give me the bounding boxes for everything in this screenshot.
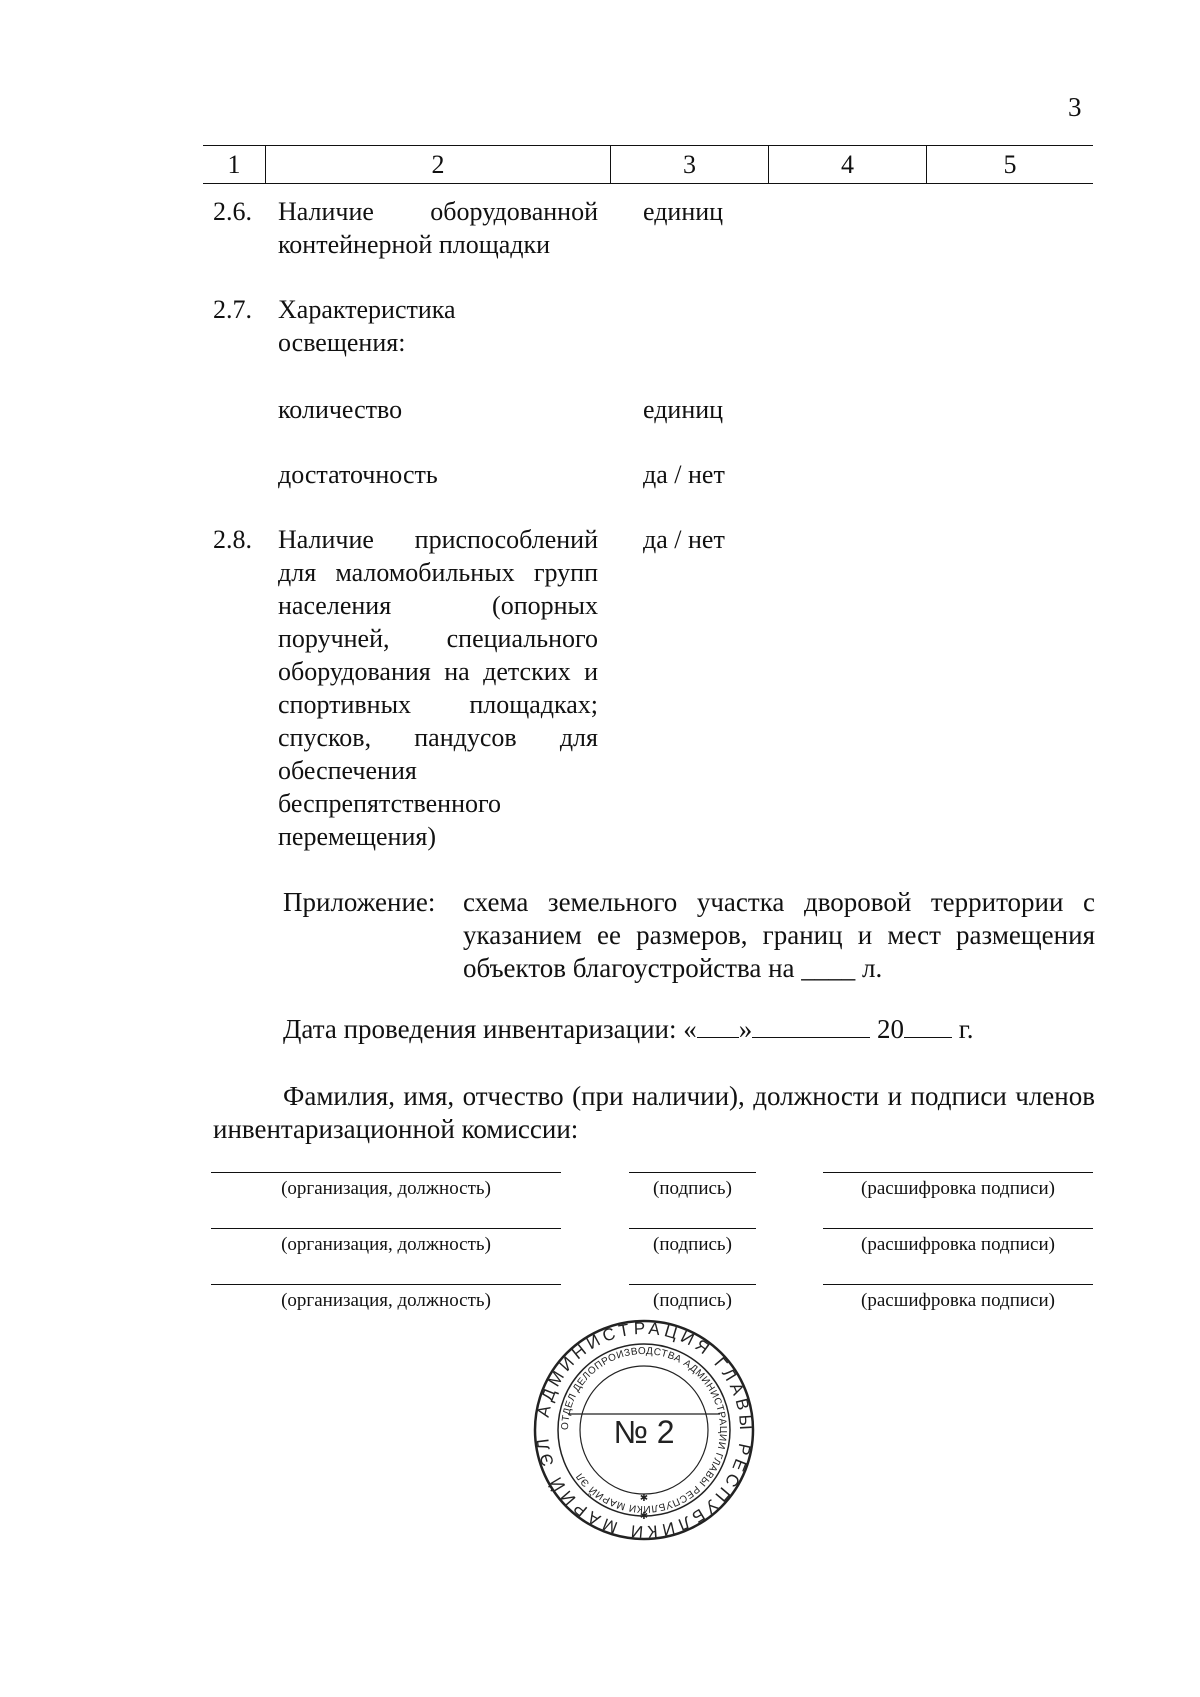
date-month-blank <box>752 1015 870 1038</box>
date-mid: » <box>738 1014 753 1044</box>
row-description: Характеристика освещения: <box>278 295 456 357</box>
signature-row <box>0 1228 1200 1278</box>
header-col-2: 2 <box>265 146 610 183</box>
org-caption: (организация, должность) <box>281 1290 491 1311</box>
official-stamp <box>532 1318 756 1542</box>
stamp-inner-text: ОТДЕЛ ДЕЛОПРОИЗВОДСТВА АДМИНИСТРАЦИИ ГЛАВЫ РЕСПУБЛИКИ МАРИЙ ЭЛ <box>559 1345 729 1515</box>
table-header <box>203 145 1093 184</box>
sign-line <box>629 1228 756 1229</box>
row-description: достаточность <box>278 460 438 489</box>
row-unit: да / нет <box>643 525 725 554</box>
row-number: 2.8. <box>213 525 252 554</box>
sign-caption: (подпись) <box>653 1290 732 1311</box>
row-description: Наличие оборудованной контейнерной площадки <box>278 197 598 259</box>
inventory-date <box>283 1014 974 1045</box>
org-caption: (организация, должность) <box>281 1234 491 1255</box>
appendix-label: Приложение: <box>283 887 436 917</box>
org-line <box>211 1172 561 1173</box>
decode-line <box>823 1284 1093 1285</box>
stamp-star-icon: ✱ <box>639 1493 649 1504</box>
date-label: Дата проведения инвентаризации: « <box>283 1014 697 1044</box>
org-line <box>211 1228 561 1229</box>
row-unit: единиц <box>643 197 724 226</box>
header-col-3: 3 <box>610 146 768 183</box>
header-col-5: 5 <box>926 146 1093 183</box>
row-number: 2.6. <box>213 197 252 226</box>
org-line <box>211 1284 561 1285</box>
stamp-outer-text: АДМИНИСТРАЦИЯ ГЛАВЫ РЕСПУБЛИКИ МАРИЙ ЭЛ <box>532 1318 756 1542</box>
decode-line <box>823 1228 1093 1229</box>
commission-text: Фамилия, имя, отчество (при наличии), должности и подписи членов инвентаризационной комиссии: <box>213 1081 1095 1144</box>
page-number: 3 <box>1068 92 1082 122</box>
decode-line <box>823 1172 1093 1173</box>
sign-line <box>629 1172 756 1173</box>
row-unit: да / нет <box>643 460 725 489</box>
date-day-blank <box>697 1015 739 1038</box>
appendix-text: схема земельного участка дворовой территории с указанием ее размеров, границ и мест размещения объектов благоустройства на ____ л. <box>463 887 1095 983</box>
row-number: 2.7. <box>213 295 252 324</box>
date-suffix: г. <box>958 1014 974 1044</box>
row-description: количество <box>278 395 403 424</box>
sign-caption: (подпись) <box>653 1178 732 1199</box>
signature-row <box>0 1172 1200 1222</box>
date-year-prefix: 20 <box>877 1014 905 1044</box>
stamp-star-icon: ✱ <box>639 1511 649 1522</box>
sign-caption: (подпись) <box>653 1234 732 1255</box>
header-col-4: 4 <box>768 146 926 183</box>
header-col-1: 1 <box>227 149 241 179</box>
stamp-number: № 2 <box>613 1414 675 1450</box>
decode-caption: (расшифровка подписи) <box>861 1178 1055 1199</box>
row-description: Наличие приспособлений для маломобильных групп населения (опорных поручней, специального оборудования на детских и спортивных площадках; спусков, пандусов для обеспечения беспрепятственного перемещения) <box>278 525 598 851</box>
decode-caption: (расшифровка подписи) <box>861 1234 1055 1255</box>
decode-caption: (расшифровка подписи) <box>861 1290 1055 1311</box>
date-year-blank <box>904 1015 952 1038</box>
sign-line <box>629 1284 756 1285</box>
row-unit: единиц <box>643 395 724 424</box>
org-caption: (организация, должность) <box>281 1178 491 1199</box>
